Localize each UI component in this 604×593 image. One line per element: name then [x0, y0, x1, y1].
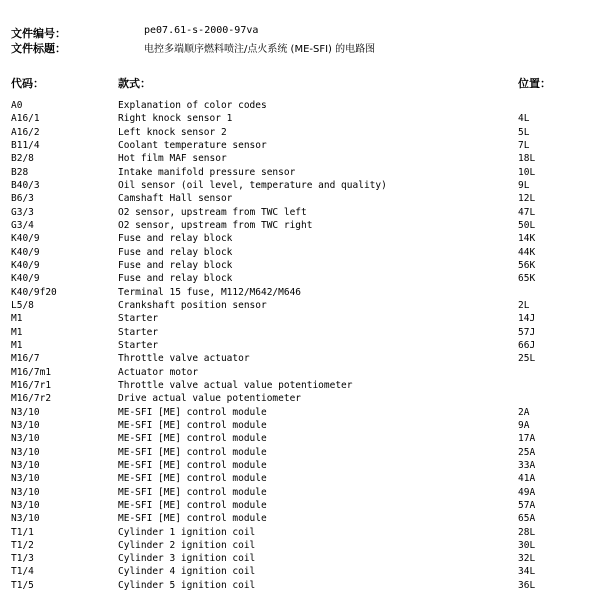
component-position: 28L	[518, 526, 536, 538]
component-position: 30L	[518, 539, 536, 551]
component-position: 2A	[518, 406, 530, 418]
component-description: Oil sensor (oil level, temperature and quality)	[118, 179, 387, 191]
table-row	[0, 152, 604, 165]
component-position: 57J	[518, 326, 536, 338]
component-description: ME-SFI [ME] control module	[118, 473, 267, 485]
component-description: Explanation of color codes	[118, 100, 267, 111]
component-description: Throttle valve actuator	[118, 353, 250, 365]
doc-title-label: 文件标题：	[11, 42, 66, 55]
component-position: 50L	[518, 219, 536, 231]
component-description: Fuse and relay block	[118, 259, 233, 271]
table-row	[0, 366, 604, 379]
component-position: 12L	[518, 193, 536, 205]
table-row	[0, 272, 604, 285]
component-description: ME-SFI [ME] control module	[118, 513, 267, 525]
component-code: N3/10	[11, 446, 40, 458]
component-position: 14J	[518, 313, 536, 325]
component-code: M16/7r2	[11, 393, 52, 405]
component-position: 36L	[518, 579, 536, 591]
table-row	[0, 326, 604, 339]
component-code: K40/9	[11, 273, 40, 285]
table-row	[0, 565, 604, 578]
doc-title-value: 电控多端顺序燃料喷注/点火系统 (ME-SFI) 的电路图	[144, 44, 376, 55]
component-code: G3/4	[11, 219, 34, 231]
component-description: Terminal 15 fuse, M112/M642/M646	[118, 286, 302, 298]
table-row	[0, 486, 604, 499]
component-position: 47L	[518, 206, 536, 218]
component-position: 18L	[518, 153, 536, 165]
component-position: 34L	[518, 566, 536, 578]
component-list	[0, 99, 604, 592]
component-description: Right knock sensor 1	[118, 113, 233, 125]
component-position: 66J	[518, 339, 536, 351]
component-description: O2 sensor, upstream from TWC right	[118, 219, 313, 231]
table-row	[0, 286, 604, 299]
table-row	[0, 246, 604, 259]
component-code: M1	[11, 326, 23, 338]
component-code: M16/7r1	[11, 379, 52, 391]
table-row	[0, 99, 604, 112]
component-description: Left knock sensor 2	[118, 126, 227, 138]
component-description: Coolant temperature sensor	[118, 139, 267, 151]
component-position: 7L	[518, 139, 530, 151]
doc-number-value: pe07.61-s-2000-97va	[144, 25, 259, 36]
table-row	[0, 512, 604, 525]
component-code: T1/2	[11, 539, 34, 551]
component-position: 49A	[518, 486, 536, 498]
component-code: T1/3	[11, 553, 34, 565]
table-row	[0, 406, 604, 419]
component-position: 57A	[518, 499, 536, 511]
component-description: Fuse and relay block	[118, 233, 233, 245]
component-code: M16/7	[11, 353, 40, 365]
component-position: 5L	[518, 126, 530, 138]
component-position: 25L	[518, 353, 536, 365]
component-description: O2 sensor, upstream from TWC left	[118, 206, 307, 218]
component-position: 2L	[518, 299, 530, 311]
table-row	[0, 339, 604, 352]
component-description: Starter	[118, 313, 159, 325]
table-row	[0, 139, 604, 152]
component-description: Hot film MAF sensor	[118, 153, 227, 165]
component-code: T1/5	[11, 579, 34, 591]
component-position: 17A	[518, 433, 536, 445]
component-description: Camshaft Hall sensor	[118, 193, 233, 205]
component-position: 9L	[518, 179, 530, 191]
component-code: M1	[11, 339, 23, 351]
table-row	[0, 552, 604, 565]
table-row	[0, 526, 604, 539]
component-position: 9A	[518, 419, 530, 431]
component-position: 4L	[518, 113, 530, 125]
component-position: 25A	[518, 446, 536, 458]
component-position: 10L	[518, 166, 536, 178]
table-row	[0, 206, 604, 219]
table-row	[0, 299, 604, 312]
component-code: A16/1	[11, 113, 40, 125]
component-code: T1/1	[11, 526, 34, 538]
component-code: G3/3	[11, 206, 34, 218]
table-row	[0, 446, 604, 459]
component-code: B28	[11, 166, 29, 178]
table-row	[0, 192, 604, 205]
component-code: K40/9	[11, 259, 40, 271]
component-description: ME-SFI [ME] control module	[118, 459, 267, 471]
component-description: Fuse and relay block	[118, 273, 233, 285]
component-description: ME-SFI [ME] control module	[118, 433, 267, 445]
component-code: B2/8	[11, 153, 34, 165]
component-code: N3/10	[11, 459, 40, 471]
component-position: 41A	[518, 473, 536, 485]
component-description: ME-SFI [ME] control module	[118, 499, 267, 511]
component-description: Crankshaft position sensor	[118, 299, 267, 311]
component-code: K40/9	[11, 246, 40, 258]
component-description: Starter	[118, 326, 159, 338]
table-row	[0, 126, 604, 139]
table-row	[0, 352, 604, 365]
component-description: ME-SFI [ME] control module	[118, 406, 267, 418]
component-description: Actuator motor	[118, 366, 199, 378]
component-description: Cylinder 3 ignition coil	[118, 553, 256, 565]
table-row	[0, 392, 604, 405]
table-row	[0, 579, 604, 592]
component-code: K40/9f20	[11, 286, 57, 298]
component-code: B11/4	[11, 139, 40, 151]
component-position: 44K	[518, 246, 536, 258]
component-description: ME-SFI [ME] control module	[118, 446, 267, 458]
component-description: Intake manifold pressure sensor	[118, 166, 296, 178]
component-description: Fuse and relay block	[118, 246, 233, 258]
table-row	[0, 166, 604, 179]
component-description: Cylinder 2 ignition coil	[118, 539, 256, 551]
component-code: N3/10	[11, 406, 40, 418]
doc-number-label: 文件编号：	[11, 27, 66, 40]
component-code: M1	[11, 313, 23, 325]
table-row	[0, 539, 604, 552]
component-code: T1/4	[11, 566, 34, 578]
table-row	[0, 379, 604, 392]
table-row	[0, 259, 604, 272]
column-header-style: 款式：	[118, 77, 151, 90]
component-code: B40/3	[11, 179, 40, 191]
component-description: Cylinder 1 ignition coil	[118, 526, 256, 538]
component-position: 65A	[518, 513, 536, 525]
component-position: 32L	[518, 553, 536, 565]
component-code: A0	[11, 100, 23, 111]
column-header-position: 位置：	[518, 77, 551, 90]
table-row	[0, 179, 604, 192]
component-code: M16/7m1	[11, 366, 52, 378]
component-position: 56K	[518, 259, 536, 271]
component-position: 33A	[518, 459, 536, 471]
table-row	[0, 499, 604, 512]
component-code: K40/9	[11, 233, 40, 245]
table-row	[0, 432, 604, 445]
component-code: N3/10	[11, 473, 40, 485]
component-code: N3/10	[11, 419, 40, 431]
component-code: N3/10	[11, 513, 40, 525]
component-description: ME-SFI [ME] control module	[118, 486, 267, 498]
component-description: Throttle valve actual value potentiometer	[118, 379, 353, 391]
component-code: N3/10	[11, 486, 40, 498]
table-row	[0, 219, 604, 232]
component-description: Drive actual value potentiometer	[118, 393, 302, 405]
component-description: ME-SFI [ME] control module	[118, 419, 267, 431]
column-header-code: 代码：	[11, 77, 44, 90]
table-row	[0, 232, 604, 245]
component-position: 65K	[518, 273, 536, 285]
component-description: Cylinder 4 ignition coil	[118, 566, 256, 578]
table-row	[0, 112, 604, 125]
table-row	[0, 312, 604, 325]
component-code: B6/3	[11, 193, 34, 205]
component-code: N3/10	[11, 433, 40, 445]
table-row	[0, 472, 604, 485]
component-code: L5/8	[11, 299, 34, 311]
table-row	[0, 419, 604, 432]
component-code: N3/10	[11, 499, 40, 511]
component-description: Starter	[118, 339, 159, 351]
component-code: A16/2	[11, 126, 40, 138]
table-row	[0, 459, 604, 472]
component-position: 14K	[518, 233, 536, 245]
component-description: Cylinder 5 ignition coil	[118, 579, 256, 591]
